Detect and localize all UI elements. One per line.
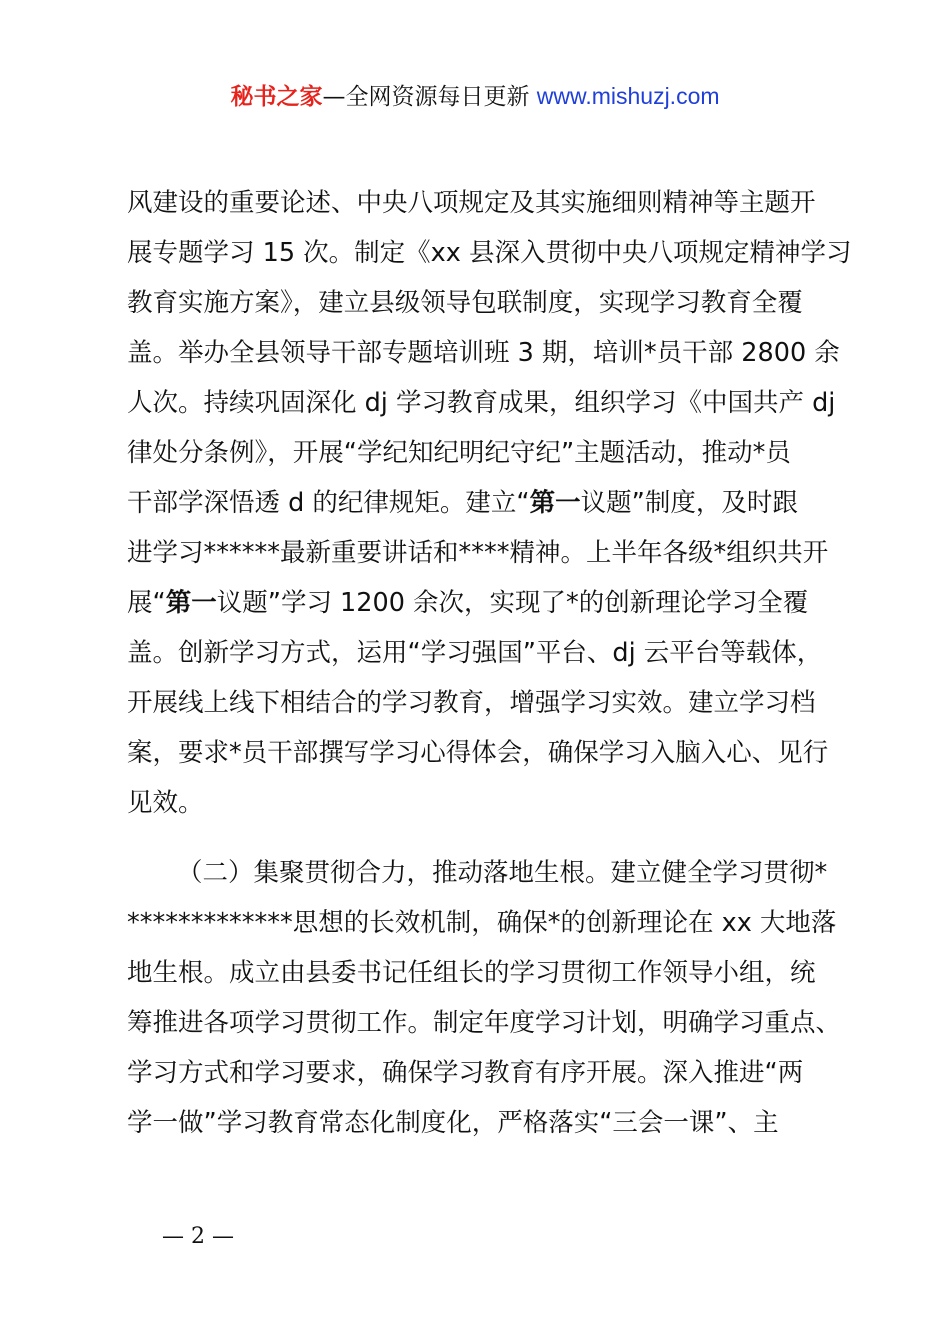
text-line: 律处分条例》，开展“学纪知纪明纪守纪”主题活动，推动*员 bbox=[127, 438, 791, 468]
text-line: （二）集聚贯彻合力，推动落地生根。建立健全学习贯彻* bbox=[177, 858, 828, 888]
text-line: 案，要求*员干部撰写学习心得体会，确保学习入脑入心、见行 bbox=[127, 738, 829, 768]
page-number: — 2 — bbox=[162, 1224, 234, 1249]
text-line: 展专题学习 15 次。制定《xx 县深入贯彻中央八项规定精神学习 bbox=[127, 238, 852, 268]
bold-term: 第一 bbox=[529, 488, 581, 518]
text-line: 盖。举办全县领导干部专题培训班 3 期，培训*员干部 2800 余 bbox=[127, 338, 840, 368]
text-line: 教育实施方案》，建立县级领导包联制度，实现学习教育全覆 bbox=[127, 288, 803, 318]
bold-term: 第一 bbox=[165, 588, 217, 618]
brand-name: 秘书之家 bbox=[230, 84, 323, 110]
text-segment: 议题”制度，及时跟 bbox=[580, 488, 798, 518]
text-segment: 展“ bbox=[127, 588, 166, 618]
text-line: 地生根。成立由县委书记任组长的学习贯彻工作领导小组，统 bbox=[127, 958, 816, 988]
text-segment: 干部学深悟透 d 的纪律规矩。建立“ bbox=[127, 488, 530, 518]
text-line: 盖。创新学习方式，运用“学习强国”平台、dj 云平台等载体， bbox=[127, 638, 823, 668]
text-line: 学一做”学习教育常态化制度化，严格落实“三会一课”、主 bbox=[127, 1108, 779, 1138]
body-text bbox=[127, 178, 852, 1148]
site-header bbox=[0, 80, 950, 113]
paragraph-gap bbox=[127, 828, 827, 848]
paragraph-2 bbox=[127, 848, 842, 1148]
text-line: 人次。持续巩固深化 dj 学习教育成果，组织学习《中国共产 dj bbox=[127, 388, 836, 418]
text-line: 见效。 bbox=[127, 788, 204, 818]
text-segment: 议题”学习 1200 余次，实现了*的创新理论学习全覆 bbox=[216, 588, 809, 618]
text-line: *************思想的长效机制，确保*的创新理论在 xx 大地落 bbox=[127, 908, 837, 938]
text-line: 筹推进各项学习贯彻工作。制定年度学习计划，明确学习重点、 bbox=[127, 1008, 842, 1038]
text-line: 开展线上线下相结合的学习教育，增强学习实效。建立学习档 bbox=[127, 688, 816, 718]
paragraph-1 bbox=[127, 178, 852, 828]
text-line: 学习方式和学习要求，确保学习教育有序开展。深入推进“两 bbox=[127, 1058, 804, 1088]
site-url[interactable]: www.mishuzj.com bbox=[536, 83, 720, 109]
text-line: 进学习******最新重要讲话和****精神。上半年各级*组织共开 bbox=[127, 538, 829, 568]
text-line bbox=[127, 578, 827, 628]
text-line bbox=[127, 478, 827, 528]
header-tagline: —全网资源每日更新 bbox=[322, 84, 537, 110]
text-line: 风建设的重要论述、中央八项规定及其实施细则精神等主题开 bbox=[127, 188, 816, 218]
